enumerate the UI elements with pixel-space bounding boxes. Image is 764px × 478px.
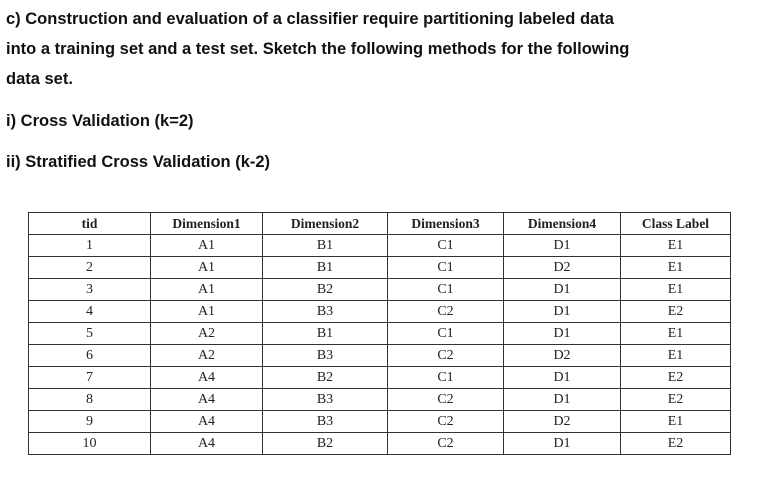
table-cell: C2	[388, 433, 504, 455]
table-cell: E2	[621, 301, 731, 323]
table-cell: 7	[29, 367, 151, 389]
table-row	[29, 235, 731, 257]
column-header: Dimension2	[263, 213, 388, 235]
table-cell: 9	[29, 411, 151, 433]
table-cell: E2	[621, 367, 731, 389]
table-cell: A4	[151, 433, 263, 455]
table-cell: A1	[151, 301, 263, 323]
table-cell: B2	[263, 367, 388, 389]
table-cell: D1	[504, 235, 621, 257]
table-header-row	[29, 213, 731, 235]
table-cell: B3	[263, 345, 388, 367]
table-cell: 10	[29, 433, 151, 455]
item-stratified-cross-validation: ii) Stratified Cross Validation (k-2)	[6, 153, 271, 171]
table-cell: C2	[388, 411, 504, 433]
table-cell: A1	[151, 235, 263, 257]
table-cell: A4	[151, 367, 263, 389]
table-cell: A1	[151, 279, 263, 301]
table-cell: E2	[621, 389, 731, 411]
table-cell: 8	[29, 389, 151, 411]
table-cell: D1	[504, 279, 621, 301]
table-cell: D2	[504, 257, 621, 279]
table-cell: B1	[263, 235, 388, 257]
table-cell: 1	[29, 235, 151, 257]
column-header: Class Label	[621, 213, 731, 235]
table-cell: D2	[504, 411, 621, 433]
table-cell: E1	[621, 323, 731, 345]
table-cell: E1	[621, 257, 731, 279]
question-line-2: into a training set and a test set. Sketch the following methods for the following	[6, 40, 630, 58]
table-cell: C1	[388, 367, 504, 389]
table-cell: E1	[621, 345, 731, 367]
table-cell: C2	[388, 301, 504, 323]
table-cell: A1	[151, 257, 263, 279]
table-cell: D1	[504, 301, 621, 323]
table-cell: B1	[263, 257, 388, 279]
item-cross-validation: i) Cross Validation (k=2)	[6, 112, 194, 130]
table-cell: 3	[29, 279, 151, 301]
table-cell: D1	[504, 389, 621, 411]
table-cell: C2	[388, 389, 504, 411]
table-cell: B3	[263, 389, 388, 411]
table-row	[29, 411, 731, 433]
table-cell: A2	[151, 323, 263, 345]
table-cell: C2	[388, 345, 504, 367]
table-cell: 4	[29, 301, 151, 323]
column-header: Dimension1	[151, 213, 263, 235]
table-cell: 2	[29, 257, 151, 279]
table-cell: C1	[388, 257, 504, 279]
table-cell: D1	[504, 367, 621, 389]
table-cell: B3	[263, 411, 388, 433]
table-cell: D2	[504, 345, 621, 367]
table-cell: B2	[263, 433, 388, 455]
table-cell: A4	[151, 389, 263, 411]
table-cell: B1	[263, 323, 388, 345]
table-cell: C1	[388, 235, 504, 257]
table-cell: E2	[621, 433, 731, 455]
table-cell: B2	[263, 279, 388, 301]
table-cell: A4	[151, 411, 263, 433]
data-table	[28, 212, 731, 455]
table-row	[29, 323, 731, 345]
table-row	[29, 345, 731, 367]
table-row	[29, 279, 731, 301]
table-cell: 5	[29, 323, 151, 345]
table-cell: 6	[29, 345, 151, 367]
table-cell: E1	[621, 279, 731, 301]
table-row	[29, 433, 731, 455]
table-cell: E1	[621, 411, 731, 433]
table-cell: A2	[151, 345, 263, 367]
table-cell: D1	[504, 323, 621, 345]
table-cell: B3	[263, 301, 388, 323]
table-row	[29, 301, 731, 323]
table-cell: D1	[504, 433, 621, 455]
table-row	[29, 389, 731, 411]
column-header: Dimension4	[504, 213, 621, 235]
table-cell: C1	[388, 279, 504, 301]
column-header: tid	[29, 213, 151, 235]
table-cell: C1	[388, 323, 504, 345]
question-line-3: data set.	[6, 70, 73, 88]
question-line-1: c) Construction and evaluation of a classifier require partitioning labeled data	[6, 10, 614, 28]
table-row	[29, 257, 731, 279]
column-header: Dimension3	[388, 213, 504, 235]
table-row	[29, 367, 731, 389]
table-cell: E1	[621, 235, 731, 257]
